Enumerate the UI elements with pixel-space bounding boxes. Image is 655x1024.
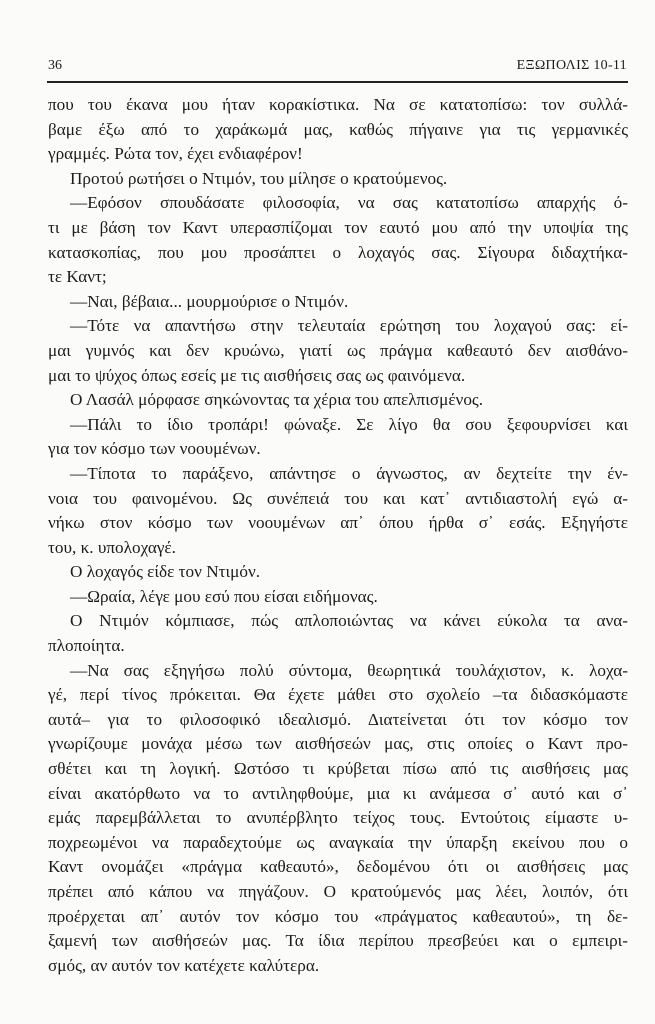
- text-line: τε Καντ;: [48, 267, 107, 287]
- text-line: αυτά– για το φιλοσοφικό ιδεαλισμό. Διατείνεται ότι τον κόσμο τον: [48, 709, 628, 729]
- text-line: ξαμενή των αισθήσεών μας. Τα ίδια περίπου πρεσβεύει και ο εμπειρι-: [48, 931, 628, 951]
- text-line: —Τότε να απαντήσω στην τελευταία ερώτηση του λοχαγού σας: εί-: [70, 316, 628, 336]
- text-line: —Να σας εξηγήσω πολύ σύντομα, θεωρητικά τουλάχιστον, κ. λοχα-: [70, 660, 628, 680]
- text-line: σμός, αν αυτόν τον κατέχετε καλύτερα.: [48, 955, 320, 975]
- text-line: που του έκανα μου ήταν κορακίστικα. Να σε κατατοπίσω: τον συλλά-: [48, 95, 628, 114]
- text-line: νοια του φαινομένου. Ως συνέπειά του και κατ᾽ αντιδιαστολή εγώ α-: [48, 488, 628, 508]
- text-line: τι με βάση τον Καντ υπερασπίζομαι τον εαυτό μου από την υποψία της: [48, 217, 628, 237]
- text-line: μαι γυμνός και δεν κρυώνω, γιατί ως πράγμα καθεαυτό δεν αισθάνο-: [48, 340, 628, 360]
- text-line: γραμμές. Ρώτα τον, έχει ενδιαφέρον!: [48, 144, 303, 164]
- text-line: εμάς παρεμβάλλεται το ανυπέρβλητο τείχος τους. Εντούτοις είμαστε υ-: [48, 808, 628, 828]
- text-line: Ο λοχαγός είδε τον Ντιμόν.: [70, 562, 261, 582]
- text-line: είναι ακατόρθωτο να το αντιληφθούμε, μια κι ανάμεσα σ᾽ αυτό και σ᾽: [48, 783, 628, 803]
- body-text: [48, 93, 628, 978]
- text-line: προέρχεται απ᾽ αυτόν τον κόσμο του «πράγματος καθεαυτού», τη δε-: [48, 906, 628, 926]
- text-line: πρέπει από κάπου να πηγάζουν. Ο κρατούμενός μας λέει, λοιπόν, ότι: [48, 882, 628, 901]
- text-line: για τον κόσμο των νοουμένων.: [48, 439, 261, 459]
- text-line: —Εφόσον σπουδάσατε φιλοσοφία, να σας κατατοπίσω απαρχής ό-: [70, 193, 628, 213]
- text-line: —Ναι, βέβαια... μουρμούρισε ο Ντιμόν.: [70, 291, 349, 311]
- text-line: σθέτει και τη λογική. Ωστόσο τι κρύβεται πίσω από τις αισθήσεις μας: [48, 759, 628, 779]
- text-line: πλοποίητα.: [48, 636, 125, 656]
- text-line: γέ, περί τίνος πρόκειται. Θα έχετε μάθει στο σχολείο –τα διδασκόμαστε: [48, 685, 628, 705]
- running-header: [48, 58, 627, 80]
- text-line: νήκω στον κόσμο των νοουμένων απ᾽ όπου ήρθα σ᾽ εσάς. Εξηγήστε: [48, 513, 628, 533]
- text-line: μαι το ψύχος όπως εσείς με τις αισθήσεις σας ως φαινόμενα.: [48, 365, 466, 385]
- text-line: —Πάλι το ίδιο τροπάρι! φώναξε. Σε λίγο θα σου ξεφουρνίσει και: [70, 414, 628, 434]
- text-line: Καντ ονομάζει «πράγμα καθεαυτό», δεδομένου ότι οι αισθήσεις μας: [48, 857, 628, 877]
- page-number: 36: [48, 58, 62, 73]
- text-line: του, κ. υπολοχαγέ.: [48, 537, 176, 557]
- text-line: βαμε έξω από το χαράκωμά μας, καθώς πήγαινε για τις γερμανικές: [48, 119, 628, 139]
- text-line: Ο Ντιμόν κόμπιασε, πώς απλοποιώντας να κάνει εύκολα τα ανα-: [70, 611, 628, 631]
- text-line: κατασκοπίας, που μου προσάπτει ο λοχαγός σας. Σίγουρα διδαχτήκα-: [48, 242, 628, 262]
- text-line: Προτού ρωτήσει ο Ντιμόν, του μίλησε ο κρατούμενος.: [70, 168, 448, 188]
- text-line: Ο Λασάλ μόρφασε σηκώνοντας τα χέρια του απελπισμένος.: [70, 390, 484, 410]
- text-line: ποχρεωμένοι να παραδεχτούμε ως αναγκαία την ύπαρξη εκείνου που ο: [48, 832, 628, 852]
- running-title: ΕΞΩΠΟΛΙΣ 10-11: [516, 58, 627, 73]
- text-line: —Τίποτα το παράξενο, απάντησε ο άγνωστος, αν δεχτείτε την έν-: [70, 463, 628, 483]
- text-line: —Ωραία, λέγε μου εσύ που είσαι ειδήμονας.: [70, 586, 378, 606]
- header-rule: [47, 81, 628, 83]
- text-line: γνωρίζουμε μονάχα μέσω των αισθήσεών μας, στις οποίες ο Καντ προ-: [48, 734, 628, 754]
